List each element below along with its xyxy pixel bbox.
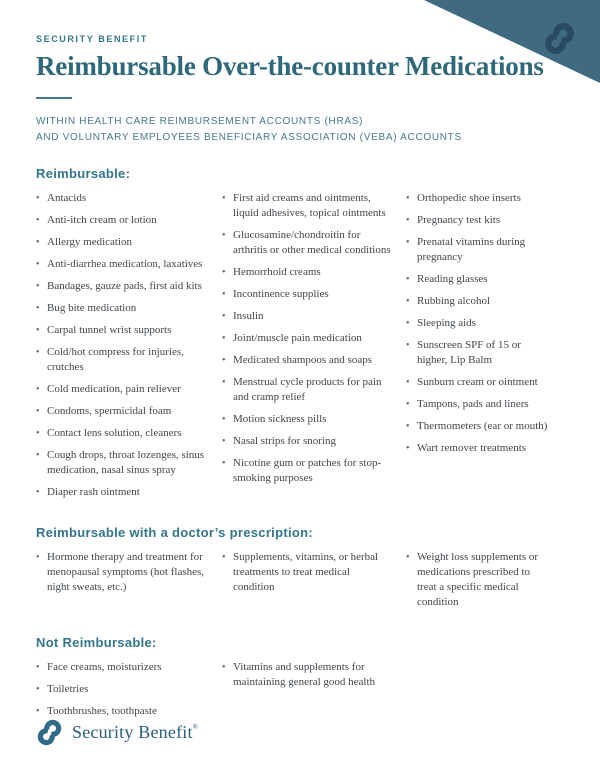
list-item	[406, 441, 562, 456]
bullet-icon: •	[36, 347, 40, 358]
list-column	[406, 550, 562, 617]
list-item	[222, 412, 406, 427]
bullet-icon: •	[406, 399, 410, 410]
section-columns	[36, 660, 564, 726]
list-column	[222, 191, 406, 493]
list-item-text: Face creams, moisturizers	[47, 661, 162, 673]
brand-eyebrow: SECURITY BENEFIT	[36, 34, 148, 44]
list-item-text: Incontinence supplies	[233, 288, 329, 300]
list-item-text: Cold/hot compress for injuries, crutches	[47, 346, 184, 373]
bullet-icon: •	[222, 458, 226, 469]
list-item-text: Nasal strips for snoring	[233, 435, 336, 447]
list-item-text: Joint/muscle pain medication	[233, 332, 362, 344]
list-item-text: Contact lens solution, cleaners	[47, 427, 182, 439]
sections	[0, 166, 600, 726]
list-column	[36, 660, 222, 726]
footer-brand-name: Security Benefit	[72, 722, 193, 742]
bullet-icon: •	[222, 289, 226, 300]
list-item-text: Tampons, pads and liners	[417, 398, 529, 410]
section-heading: Not Reimbursable:	[36, 635, 157, 650]
section-heading: Reimbursable:	[36, 166, 131, 181]
list-item	[406, 213, 562, 228]
list-item-text: Medicated shampoos and soaps	[233, 354, 372, 366]
subtitle-line-1: WITHIN HEALTH CARE REIMBURSEMENT ACCOUNTS (HRAS)	[36, 116, 364, 127]
bullet-icon: •	[406, 443, 410, 454]
list-item	[36, 485, 222, 500]
list-item	[222, 309, 406, 324]
bullet-icon: •	[406, 421, 410, 432]
list-item	[36, 704, 222, 719]
bullet-icon: •	[36, 552, 40, 563]
list-item	[406, 397, 562, 412]
list-column	[222, 550, 406, 602]
list-item	[36, 235, 222, 250]
list-item-text: Allergy medication	[47, 236, 133, 248]
list-item	[222, 331, 406, 346]
bullet-icon: •	[406, 318, 410, 329]
list-item	[406, 272, 562, 287]
list-item-text: Thermometers (ear or mouth)	[417, 420, 548, 432]
bullet-icon: •	[222, 552, 226, 563]
list-item-text: Orthopedic shoe inserts	[417, 192, 521, 204]
bullet-icon: •	[222, 436, 226, 447]
list-item	[36, 550, 222, 595]
bullet-icon: •	[222, 267, 226, 278]
list-item	[406, 550, 562, 610]
bullet-icon: •	[222, 414, 226, 425]
bullet-icon: •	[36, 406, 40, 417]
list-item-text: Rubbing alcohol	[417, 295, 491, 307]
list-item	[36, 345, 222, 375]
list-item	[222, 456, 406, 486]
list-item-text: Prenatal vitamins during pregnancy	[417, 236, 526, 263]
list-item	[222, 353, 406, 368]
list-column	[36, 550, 222, 602]
section-reimbursable	[36, 166, 564, 507]
list-item-text: Motion sickness pills	[233, 413, 327, 425]
list-column	[222, 660, 406, 697]
security-benefit-logo-icon	[36, 719, 63, 746]
document-subtitle	[36, 114, 564, 146]
list-item-text: Glucosamine/chondroitin for arthritis or other medical conditions	[233, 229, 391, 256]
bullet-icon: •	[222, 193, 226, 204]
list-item-text: Anti-diarrhea medication, laxatives	[47, 258, 203, 270]
list-item	[406, 419, 562, 434]
list-item	[222, 550, 406, 595]
list-item-text: Sleeping aids	[417, 317, 476, 329]
bullet-icon: •	[406, 296, 410, 307]
list-item-text: Reading glasses	[417, 273, 488, 285]
bullet-icon: •	[36, 706, 40, 717]
list-item-text: Bandages, gauze pads, first aid kits	[47, 280, 202, 292]
bullet-icon: •	[36, 428, 40, 439]
bullet-icon: •	[406, 237, 410, 248]
bullet-icon: •	[36, 303, 40, 314]
bullet-icon: •	[36, 662, 40, 673]
list-item	[36, 682, 222, 697]
list-item-text: Carpal tunnel wrist supports	[47, 324, 172, 336]
list-item-text: First aid creams and ointments, liquid adhesives, topical ointments	[233, 192, 386, 219]
list-item-text: Pregnancy test kits	[417, 214, 501, 226]
list-column	[406, 191, 562, 463]
bullet-icon: •	[222, 662, 226, 673]
list-item	[222, 228, 406, 258]
list-item	[406, 375, 562, 390]
section-not-reimbursable	[36, 635, 564, 726]
list-item-text: Diaper rash ointment	[47, 486, 140, 498]
page-title: Reimbursable Over-the-counter Medications	[36, 51, 544, 81]
list-item	[36, 213, 222, 228]
bullet-icon: •	[222, 355, 226, 366]
list-item	[222, 375, 406, 405]
list-item	[36, 191, 222, 206]
footer-brand-wordmark	[72, 722, 198, 743]
list-item	[36, 301, 222, 316]
list-item	[222, 434, 406, 449]
bullet-icon: •	[406, 193, 410, 204]
bullet-icon: •	[36, 684, 40, 695]
title-divider	[36, 97, 72, 99]
bullet-icon: •	[36, 450, 40, 461]
bullet-icon: •	[36, 215, 40, 226]
section-doctor-prescription	[36, 525, 564, 617]
subtitle-line-2: AND VOLUNTARY EMPLOYEES BENEFICIARY ASSOCIATION (VEBA) ACCOUNTS	[36, 132, 462, 143]
list-item	[406, 235, 562, 265]
section-columns	[36, 191, 564, 507]
bullet-icon: •	[406, 340, 410, 351]
bullet-icon: •	[406, 552, 410, 563]
list-item	[222, 265, 406, 280]
bullet-icon: •	[406, 377, 410, 388]
list-item	[406, 316, 562, 331]
list-item	[36, 448, 222, 478]
list-item	[36, 257, 222, 272]
list-item-text: Condoms, spermicidal foam	[47, 405, 172, 417]
bullet-icon: •	[36, 325, 40, 336]
list-item	[406, 191, 562, 206]
list-item-text: Cough drops, throat lozenges, sinus medication, nasal sinus spray	[47, 449, 205, 476]
list-item-text: Hemorrhoid creams	[233, 266, 321, 278]
list-item	[36, 660, 222, 675]
bullet-icon: •	[36, 259, 40, 270]
bullet-icon: •	[36, 281, 40, 292]
list-item-text: Insulin	[233, 310, 264, 322]
list-item	[406, 294, 562, 309]
list-item-text: Sunburn cream or ointment	[417, 376, 538, 388]
list-item	[222, 287, 406, 302]
bullet-icon: •	[406, 274, 410, 285]
list-item-text: Nicotine gum or patches for stop-smoking purposes	[233, 457, 382, 484]
bullet-icon: •	[406, 215, 410, 226]
list-column	[36, 191, 222, 507]
bullet-icon: •	[222, 377, 226, 388]
list-item-text: Sunscreen SPF of 15 or higher, Lip Balm	[417, 339, 521, 366]
list-item-text: Hormone therapy and treatment for menopausal symptoms (hot flashes, night sweats, etc.)	[47, 551, 205, 593]
security-benefit-logo-icon	[543, 22, 576, 55]
list-item	[36, 279, 222, 294]
bullet-icon: •	[36, 193, 40, 204]
list-item	[406, 338, 562, 368]
list-item-text: Menstrual cycle products for pain and cramp relief	[233, 376, 382, 403]
list-item-text: Bug bite medication	[47, 302, 137, 314]
bullet-icon: •	[36, 237, 40, 248]
section-columns	[36, 550, 564, 617]
bullet-icon: •	[222, 333, 226, 344]
bullet-icon: •	[36, 487, 40, 498]
list-item-text: Toothbrushes, toothpaste	[47, 705, 157, 717]
list-item	[36, 382, 222, 397]
list-item-text: Weight loss supplements or medications prescribed to treat a specific medical condition	[417, 551, 539, 608]
list-item-text: Anti-itch cream or lotion	[47, 214, 157, 226]
list-item-text: Toiletries	[47, 683, 89, 695]
list-item	[222, 191, 406, 221]
list-item-text: Wart remover treatments	[417, 442, 527, 454]
list-item	[222, 660, 406, 690]
bullet-icon: •	[222, 230, 226, 241]
list-item-text: Cold medication, pain reliever	[47, 383, 181, 395]
list-item-text: Vitamins and supplements for maintaining general good health	[233, 661, 376, 688]
document-footer	[36, 719, 198, 746]
list-item-text: Antacids	[47, 192, 87, 204]
list-item	[36, 404, 222, 419]
bullet-icon: •	[36, 384, 40, 395]
list-item-text: Supplements, vitamins, or herbal treatments to treat medical condition	[233, 551, 379, 593]
registered-trademark-symbol: ®	[192, 723, 199, 731]
list-item	[36, 426, 222, 441]
section-heading: Reimbursable with a doctor’s prescription:	[36, 525, 313, 540]
list-item	[36, 323, 222, 338]
bullet-icon: •	[222, 311, 226, 322]
